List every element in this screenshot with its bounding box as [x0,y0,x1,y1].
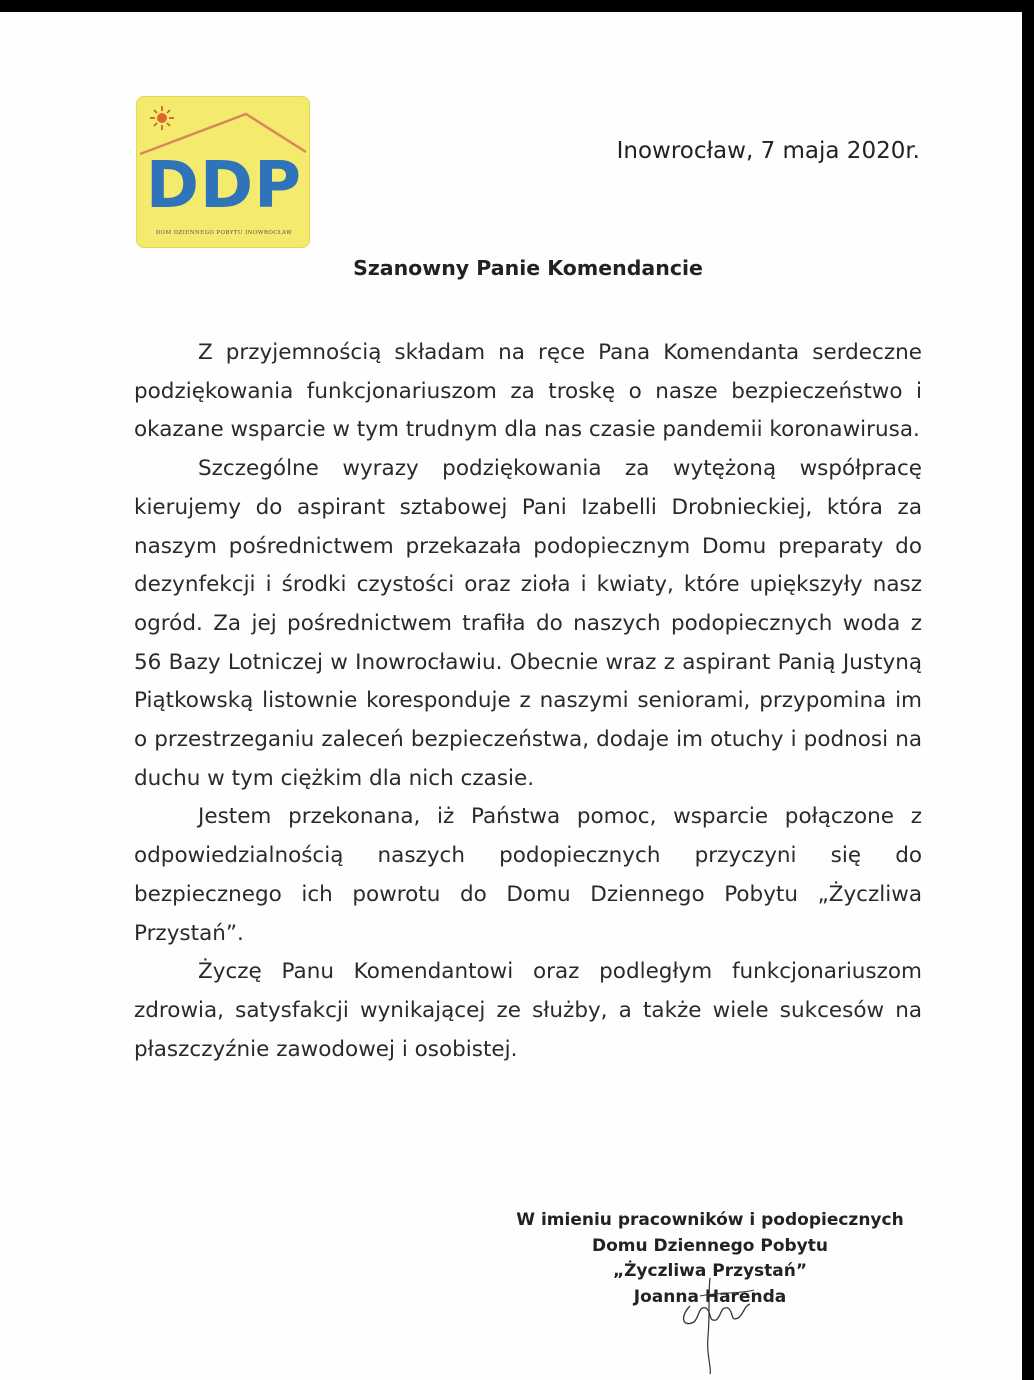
ddp-logo [136,96,310,248]
paragraph: Szczególne wyrazy podziękowania za wytężoną współpracę kierujemy do aspirant sztabowej Pani Izabelli Drobnieckiej, która za naszym pośrednictwem przekazała podopiecznym Domu preparaty do dezynfekcji i środki czystości oraz zioła i kwiaty, które upiększyły nasz ogród. Za jej pośrednictwem trafiła do naszych podopiecznych woda z 56 Bazy Lotniczej w Inowrocławiu. Obecnie wraz z aspirant Panią Justyną Piątkowską listownie koresponduje z naszymi seniorami, przypomina im o przestrzeganiu zaleceń bezpieczeństwa, dodaje im otuchy i podnosi na duchu w tym ciężkim dla nich czasie. [134,456,922,791]
signature-line: „Życzliwa Przystań” [612,1261,808,1281]
signature-line: W imieniu pracowników i podopiecznych [516,1210,904,1230]
signature-line: Domu Dziennego Pobytu [591,1235,828,1256]
signature-name: Joanna Harenda [633,1286,787,1307]
logo-caption: DOM DZIENNEGO POBYTU INOWROCŁAW [155,230,293,236]
paragraph: Jestem przekonana, iż Państwa pomoc, wsparcie połączone z odpowiedzialnością naszych podopiecznych przyczyni się do bezpiecznego ich powrotu do Domu Dziennego Pobytu „Życzliwa Przystań”. [134,804,922,946]
paragraph: Życzę Panu Komendantowi oraz podległym funkcjonariuszom zdrowia, satysfakcji wynikającej ze służby, a także wiele sukcesów na płaszczyźnie zawodowej i osobistej. [134,959,922,1062]
logo-letters: DDP [145,149,303,223]
paragraph: Z przyjemnością składam na ręce Pana Komendanta serdeczne podziękowania funkcjonariuszom za troskę o nasze bezpieczeństwo i okazane wsparcie w tym trudnym dla nas czasie pandemii koronawirusa. [134,340,922,443]
letter-greeting: Szanowny Panie Komendancie [353,256,703,280]
sun-icon [150,106,174,130]
letter-page [0,12,1022,1380]
letter-date: Inowrocław, 7 maja 2020r. [616,138,920,164]
letter-body [134,334,922,1069]
handwritten-signature [660,1276,770,1376]
